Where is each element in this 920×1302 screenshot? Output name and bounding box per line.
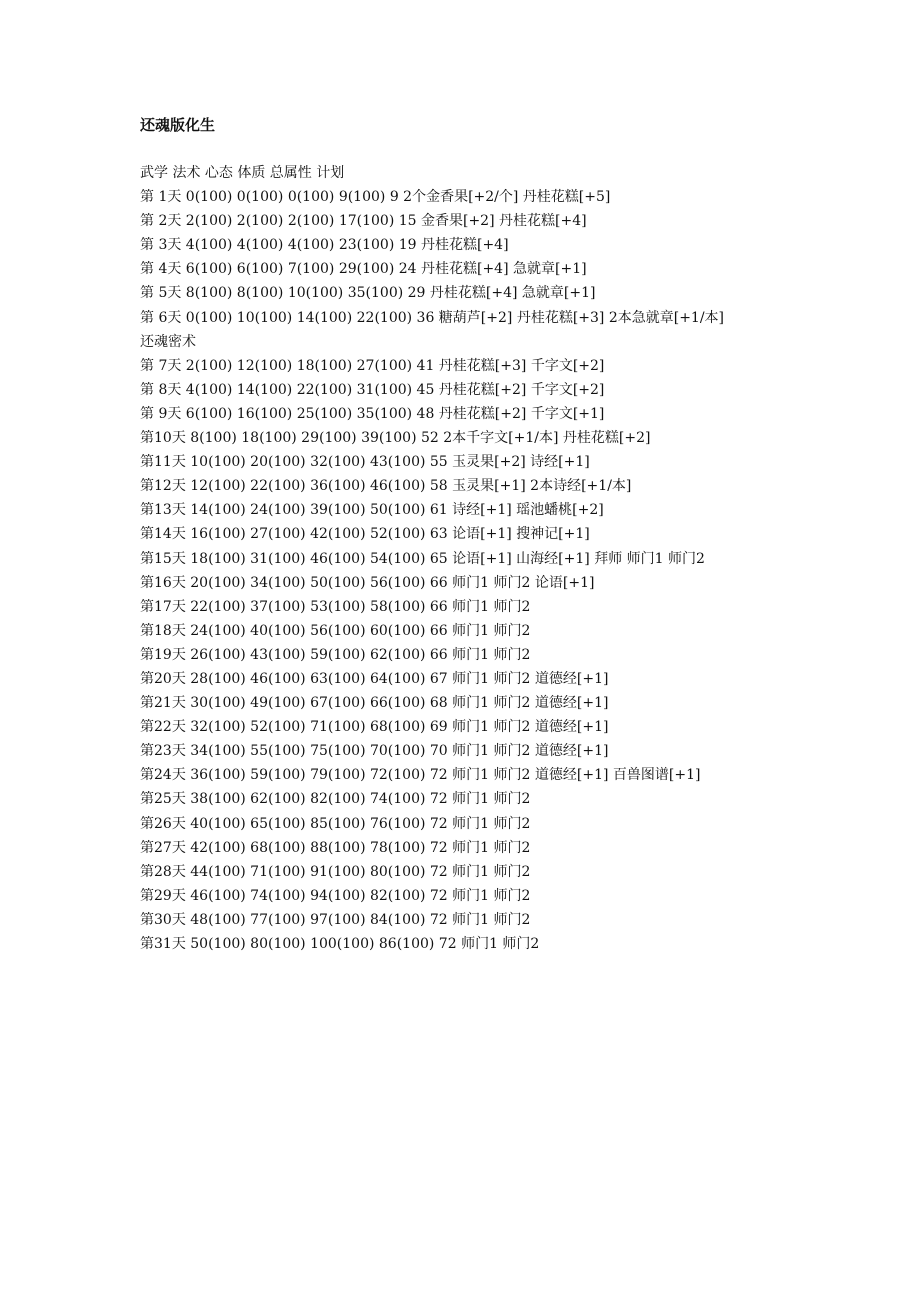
text-line: 第 5天 8(100) 8(100) 10(100) 35(100) 29 丹桂花糕[+4] 急就章[+1] [140, 285, 596, 302]
text-line: 第 9天 6(100) 16(100) 25(100) 35(100) 48 丹桂花糕[+2] 千字文[+1] [140, 405, 605, 422]
text-line: 第16天 20(100) 34(100) 50(100) 56(100) 66 师门1 师门2 论语[+1] [140, 574, 595, 591]
text-line: 第30天 48(100) 77(100) 97(100) 84(100) 72 师门1 师门2 [140, 911, 531, 928]
text-line: 第17天 22(100) 37(100) 53(100) 58(100) 66 师门1 师门2 [140, 598, 531, 615]
text-line: 第10天 8(100) 18(100) 29(100) 39(100) 52 2本千字文[+1/本] 丹桂花糕[+2] [140, 430, 651, 447]
text-line: 第15天 18(100) 31(100) 46(100) 54(100) 65 论语[+1] 山海经[+1] 拜师 师门1 师门2 [140, 550, 705, 567]
text-line: 第18天 24(100) 40(100) 56(100) 60(100) 66 师门1 师门2 [140, 622, 531, 639]
text-line: 第12天 12(100) 22(100) 36(100) 46(100) 58 玉灵果[+1] 2本诗经[+1/本] [140, 478, 632, 495]
column-header-line: 武学 法术 心态 体质 总属性 计划 [140, 165, 345, 181]
document-body [140, 185, 900, 956]
text-line: 第27天 42(100) 68(100) 88(100) 78(100) 72 师门1 师门2 [140, 839, 531, 856]
text-line: 第 7天 2(100) 12(100) 18(100) 27(100) 41 丹桂花糕[+3] 千字文[+2] [140, 357, 605, 374]
text-line: 第28天 44(100) 71(100) 91(100) 80(100) 72 师门1 师门2 [140, 863, 531, 880]
text-line: 第 8天 4(100) 14(100) 22(100) 31(100) 45 丹桂花糕[+2] 千字文[+2] [140, 381, 605, 398]
text-line: 第23天 34(100) 55(100) 75(100) 70(100) 70 师门1 师门2 道德经[+1] [140, 743, 609, 760]
text-line: 第 1天 0(100) 0(100) 0(100) 9(100) 9 2个金香果[+2/个] 丹桂花糕[+5] [140, 189, 611, 206]
text-line: 第19天 26(100) 43(100) 59(100) 62(100) 66 师门1 师门2 [140, 646, 531, 663]
text-line: 第29天 46(100) 74(100) 94(100) 82(100) 72 师门1 师门2 [140, 887, 531, 904]
text-line: 还魂密术 [140, 333, 196, 350]
text-line: 第22天 32(100) 52(100) 71(100) 68(100) 69 师门1 师门2 道德经[+1] [140, 719, 609, 736]
text-line: 第 6天 0(100) 10(100) 14(100) 22(100) 36 糖葫芦[+2] 丹桂花糕[+3] 2本急就章[+1/本] [140, 309, 725, 326]
document-page [140, 113, 900, 956]
text-line: 第13天 14(100) 24(100) 39(100) 50(100) 61 诗经[+1] 瑶池蟠桃[+2] [140, 502, 604, 519]
text-line: 第 2天 2(100) 2(100) 2(100) 17(100) 15 金香果[+2] 丹桂花糕[+4] [140, 213, 587, 230]
text-line: 第31天 50(100) 80(100) 100(100) 86(100) 72 师门1 师门2 [140, 936, 540, 952]
text-line: 第 4天 6(100) 6(100) 7(100) 29(100) 24 丹桂花糕[+4] 急就章[+1] [140, 261, 587, 278]
text-line: 第11天 10(100) 20(100) 32(100) 43(100) 55 玉灵果[+2] 诗经[+1] [140, 454, 590, 471]
text-line: 第21天 30(100) 49(100) 67(100) 66(100) 68 师门1 师门2 道德经[+1] [140, 695, 609, 712]
text-line: 第25天 38(100) 62(100) 82(100) 74(100) 72 师门1 师门2 [140, 791, 531, 808]
text-line: 第20天 28(100) 46(100) 63(100) 64(100) 67 师门1 师门2 道德经[+1] [140, 670, 609, 687]
text-line: 第26天 40(100) 65(100) 85(100) 76(100) 72 师门1 师门2 [140, 815, 531, 832]
text-line: 第 3天 4(100) 4(100) 4(100) 23(100) 19 丹桂花糕[+4] [140, 237, 509, 254]
document-title: 还魂版化生 [140, 116, 216, 134]
text-line: 第14天 16(100) 27(100) 42(100) 52(100) 63 论语[+1] 搜神记[+1] [140, 526, 590, 543]
text-line: 第24天 36(100) 59(100) 79(100) 72(100) 72 师门1 师门2 道德经[+1] 百兽图谱[+1] [140, 767, 701, 784]
